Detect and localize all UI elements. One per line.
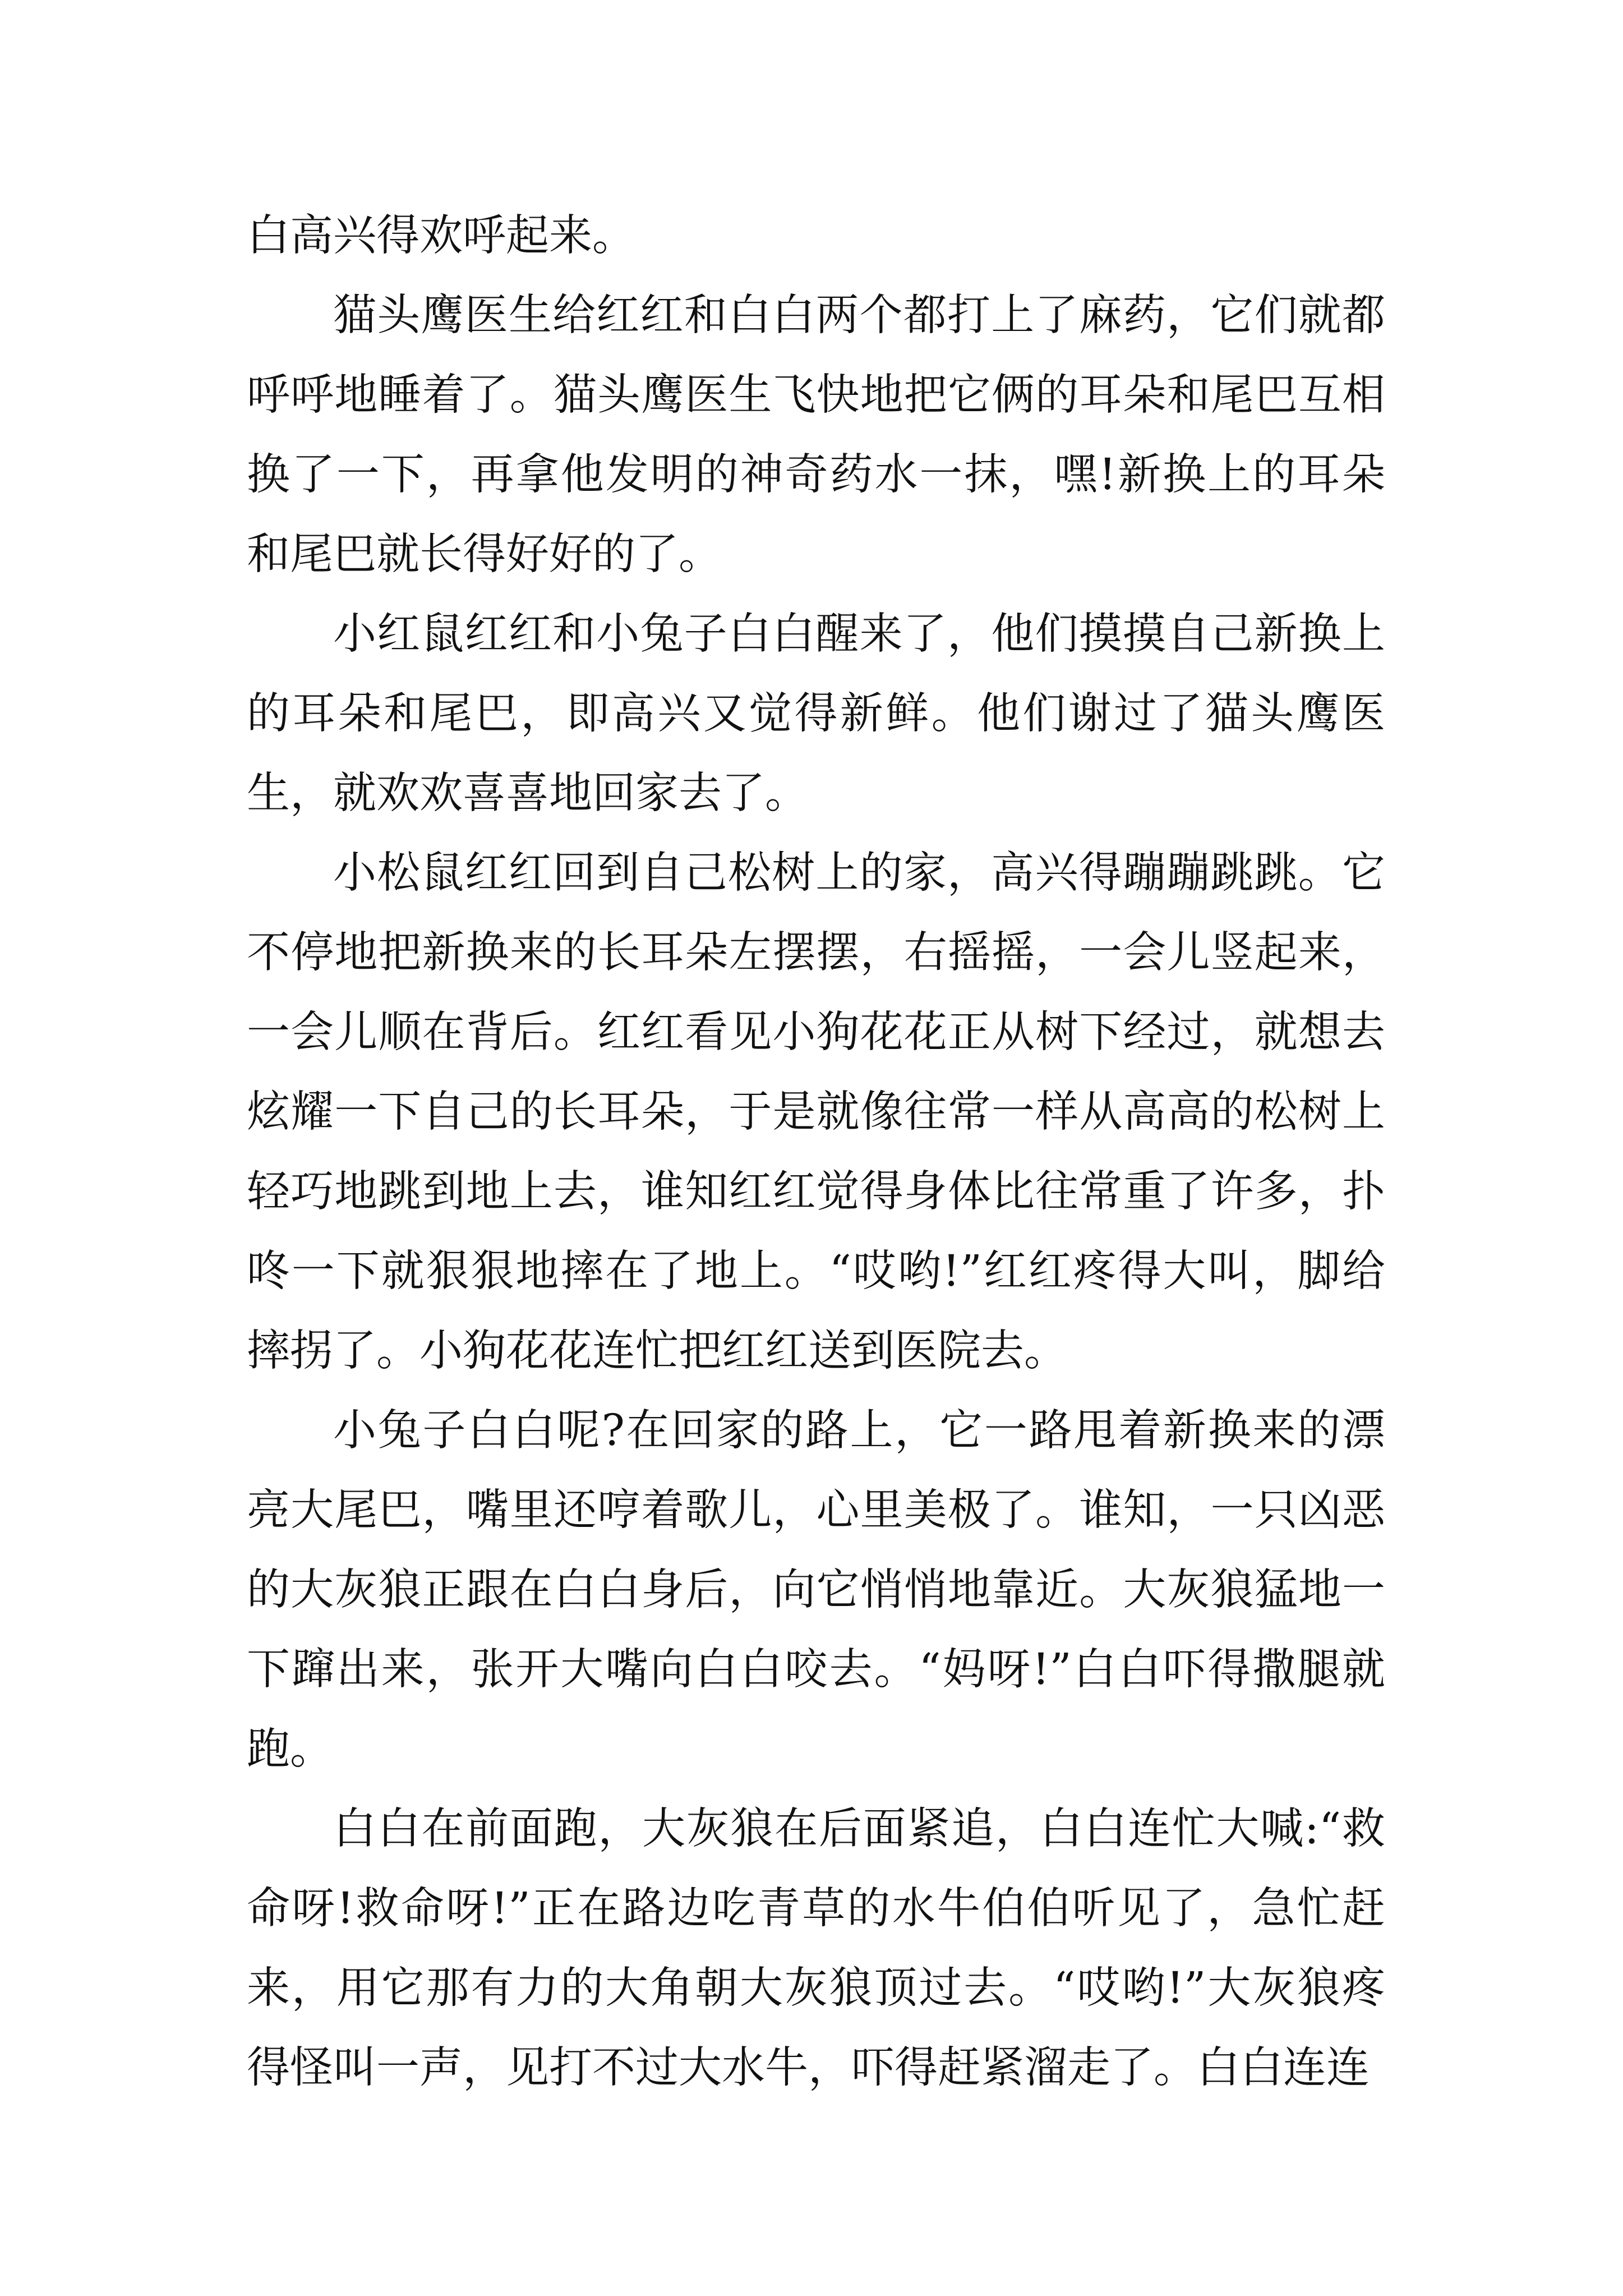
paragraph: 小兔子白白呢?在回家的路上，它一路甩着新换来的漂亮大尾巴，嘴里还哼着歌儿，心里美极了。谁知，一只凶恶的大灰狼正跟在白白身后，向它悄悄地靠近。大灰狼猛地一下蹿出来，张开大嘴向白白咬去。“妈呀!”白白吓得撒腿就跑。 bbox=[247, 1406, 1385, 1774]
paragraph-continued: 白高兴得欢呼起来。 bbox=[247, 211, 635, 261]
body-text bbox=[247, 196, 1385, 2108]
paragraph: 小松鼠红红回到自己松树上的家，高兴得蹦蹦跳跳。它不停地把新换来的长耳朵左摆摆，右摇摇，一会儿竖起来，一会儿顺在背后。红红看见小狗花花正从树下经过，就想去炫耀一下自己的长耳朵，于是就像往常一样从高高的松树上轻巧地跳到地上去，谁知红红觉得身体比往常重了许多，扑咚一下就狠狠地摔在了地上。“哎哟!”红红疼得大叫，脚给摔拐了。小狗花花连忙把红红送到医院去。 bbox=[247, 848, 1385, 1376]
paragraph: 小红鼠红红和小兔子白白醒来了，他们摸摸自己新换上的耳朵和尾巴，即高兴又觉得新鲜。他们谢过了猫头鹰医生，就欢欢喜喜地回家去了。 bbox=[247, 609, 1385, 818]
paragraph: 白白在前面跑，大灰狼在后面紧追，白白连忙大喊:“救命呀!救命呀!”正在路边吃青草的水牛伯伯听见了，急忙赶来，用它那有力的大角朝大灰狼顶过去。“哎哟!”大灰狼疼得怪叫一声，见打不过大水牛，吓得赶紧溜走了。白白连连 bbox=[247, 1804, 1385, 2093]
paragraph: 猫头鹰医生给红红和白白两个都打上了麻药，它们就都呼呼地睡着了。猫头鹰医生飞快地把它俩的耳朵和尾巴互相换了一下，再拿他发明的神奇药水一抹，嘿!新换上的耳朵和尾巴就长得好好的了。 bbox=[247, 291, 1385, 579]
